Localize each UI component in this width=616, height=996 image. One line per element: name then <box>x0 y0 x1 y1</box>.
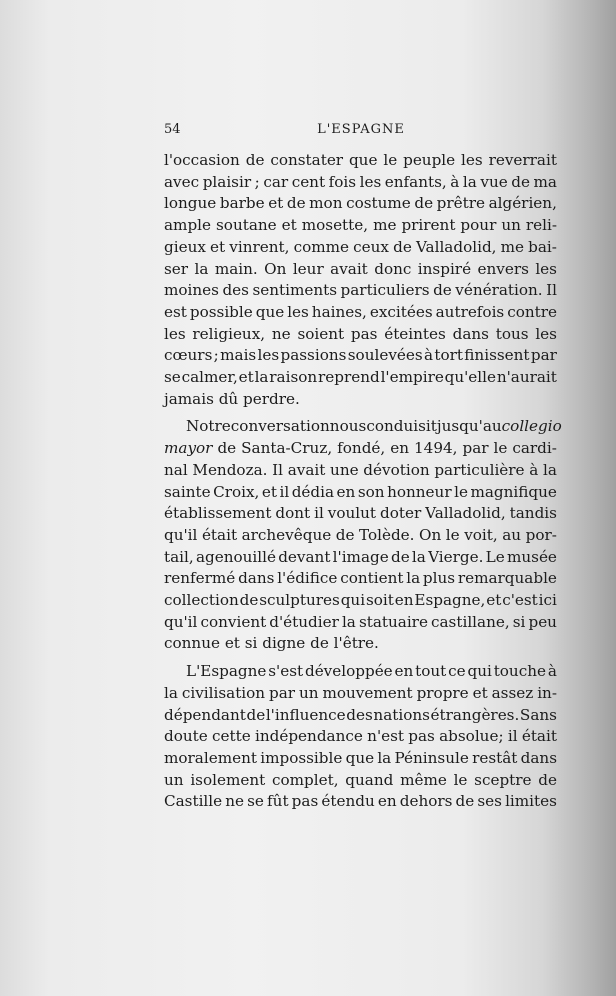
text-line: connue et si digne de l'être. <box>164 634 379 653</box>
text-line: moralement impossible que la Péninsule restât dans <box>164 748 557 767</box>
paragraph <box>164 416 562 655</box>
text-line: L'Espagne s'est développée en tout ce qui touche à <box>186 662 557 681</box>
text-line: un isolement complet, quand même le sceptre de <box>164 770 557 789</box>
text-line: se calmer, et la raison reprend l'empire qu'elle n'aurait <box>164 368 557 387</box>
text-line: ample soutane et mosette, me prirent pour un reli- <box>164 216 557 235</box>
paragraph <box>164 150 557 410</box>
text-line: longue barbe et de mon costume de prêtre algérien, <box>164 194 557 213</box>
text-line: jamais dû perdre. <box>164 389 300 408</box>
running-title: L'ESPAGNE <box>317 122 405 137</box>
text-line: établissement dont il voulut doter Valladolid, tandis <box>164 504 557 523</box>
page-number: 54 <box>164 122 181 137</box>
text-line: ser la main. On leur avait donc inspiré envers les <box>164 259 557 278</box>
text-line: cœurs ; mais les passions soulevées à tort finissent par <box>164 346 557 365</box>
text-line: les religieux, ne soient pas éteintes dans tous les <box>164 324 557 343</box>
text-line: nal Mendoza. Il avait une dévotion particulière à la <box>164 460 557 479</box>
text-line: dépendant de l'influence des nations étrangères. Sans <box>164 705 557 724</box>
text-line: gieux et vinrent, comme ceux de Valladolid, me bai- <box>164 237 557 256</box>
text-line: renfermé dans l'édifice contient la plus remarquable <box>164 569 557 588</box>
text-line: tail, agenouillé devant l'image de la Vierge. Le musée <box>164 547 557 566</box>
page-body <box>164 150 562 819</box>
running-header <box>164 122 558 142</box>
text-line: moines des sentiments particuliers de vénération. Il <box>164 281 557 300</box>
text-line: la civilisation par un mouvement propre et assez in- <box>164 683 557 702</box>
text-line: Notre conversation nous conduisit jusqu'au collegio <box>186 417 562 436</box>
text-line: collection de sculptures qui soit en Espagne, et c'est ici <box>164 591 557 610</box>
text-line: sainte Croix, et il dédia en son honneur le magnifique <box>164 482 557 501</box>
paragraph <box>164 661 557 813</box>
text-line: avec plaisir ; car cent fois les enfants, à la vue de ma <box>164 172 557 191</box>
text-line: Castille ne se fût pas étendu en dehors de ses limites <box>164 792 557 811</box>
text-line: qu'il convient d'étudier la statuaire castillane, si peu <box>164 612 557 631</box>
text-line: l'occasion de constater que le peuple les reverrait <box>164 151 557 169</box>
text-line: qu'il était archevêque de Tolède. On le voit, au por- <box>164 525 557 544</box>
text-line: doute cette indépendance n'est pas absolue; il était <box>164 727 557 746</box>
text-line: mayor de Santa-Cruz, fondé, en 1494, par le cardi- <box>164 439 557 458</box>
text-line: est possible que les haines, excitées autrefois contre <box>164 302 557 321</box>
